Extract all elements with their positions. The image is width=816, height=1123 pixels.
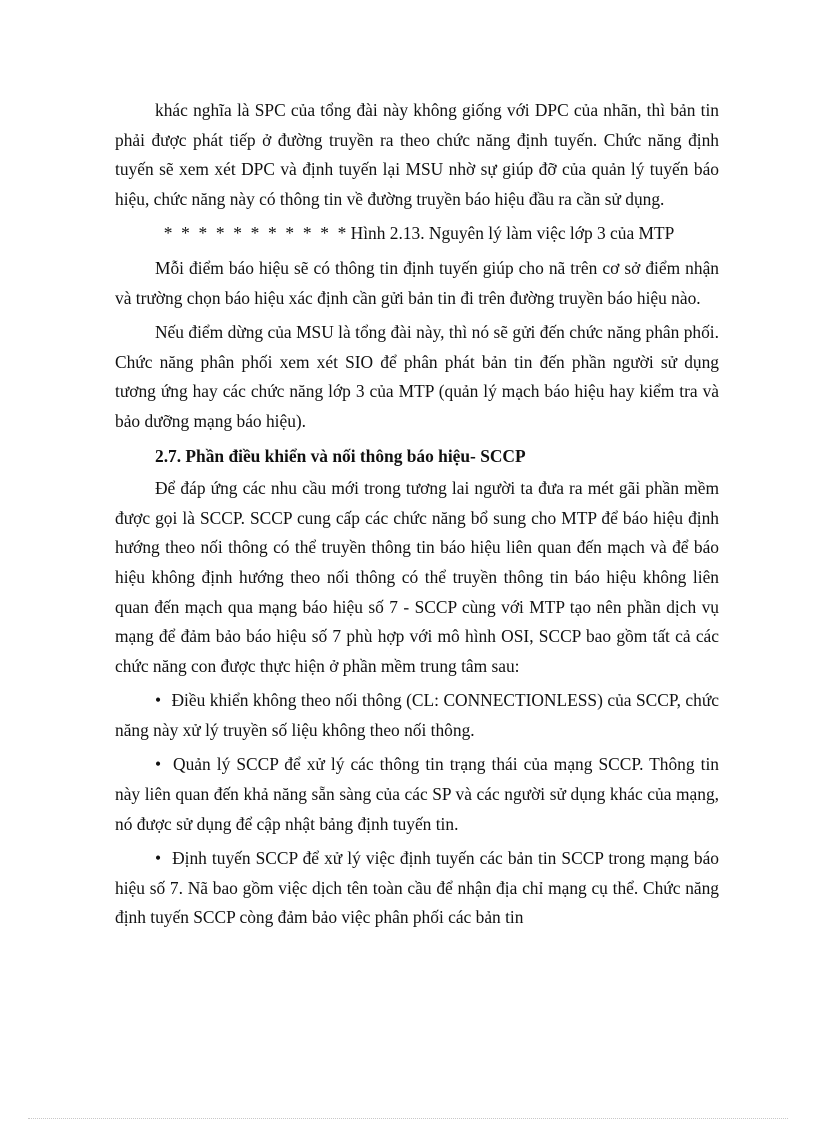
bullet-item	[115, 750, 719, 839]
bullet-icon: •	[155, 690, 162, 711]
figure-placeholder-stars: * * * * * * * * * * *	[155, 223, 347, 244]
bullet-item	[115, 686, 719, 745]
paragraph-routing: khác nghĩa là SPC của tổng đài này không giống với DPC của nhãn, thì bản tin phải được phát tiếp ở đường truyền ra theo chức năng định tuyến. Chức năng định tuyến sẽ xem xét DPC và định tuyến lại MSU nhờ sự giúp đỡ của quản lý tuyến báo hiệu, chức năng này có thông tin về đường truyền báo hiệu đầu ra cần sử dụng.	[115, 100, 719, 209]
bullet-text: Định tuyến SCCP để xử lý việc định tuyến các bản tin SCCP trong mạng báo hiệu số 7. Nã bao gồm việc dịch tên toàn cầu để nhận địa chỉ mạng cụ thể. Chức năng định tuyến SCCP còng đảm bảo việc phân phối các bản tin	[115, 848, 719, 928]
bullet-icon: •	[155, 848, 162, 869]
figure-caption-line	[115, 219, 719, 249]
bullet-icon: •	[155, 754, 162, 775]
bullet-text: Quản lý SCCP để xử lý các thông tin trạng thái của mạng SCCP. Thông tin này liên quan đến khả năng sẵn sàng của các SP và các người sử dụng khác của mạng, nó được sử dụng để cập nhật bảng định tuyến tin.	[115, 754, 719, 834]
paragraph-routing-info: Mỗi điểm báo hiệu sẽ có thông tin định tuyến giúp cho nã trên cơ sở điểm nhận và trường chọn báo hiệu xác định cần gửi bản tin đi trên đường truyền báo hiệu nào.	[115, 257, 719, 308]
page-bottom-divider	[28, 1118, 788, 1119]
paragraph-sccp-intro: Để đáp ứng các nhu cầu mới trong tương lai người ta đưa ra mét gãi phần mềm được gọi là SCCP. SCCP cung cấp các chức năng bổ sung cho MTP để báo hiệu định hướng theo nối thông có thể truyền thông tin báo hiệu liên quan đến mạch và để báo hiệu không định hướng theo nối thông có thể truyền thông tin báo hiệu không liên quan đến mạch qua mạng báo hiệu số 7 - SCCP cùng với MTP tạo nên phần dịch vụ mạng để đảm bảo báo hiệu số 7 phù hợp với mô hình OSI, SCCP bao gồm tất cả các chức năng con được thực hiện ở phần mềm trung tâm sau:	[115, 478, 719, 676]
document-page	[115, 96, 719, 938]
figure-caption: Hình 2.13. Nguyên lý làm việc lớp 3 của MTP	[346, 223, 675, 244]
bullet-text: Điều khiển không theo nối thông (CL: CONNECTIONLESS) của SCCP, chức năng này xử lý truyền số liệu không theo nối thông.	[115, 690, 719, 740]
bullet-item	[115, 844, 719, 933]
section-heading: 2.7. Phần điều khiển và nối thông báo hiệu- SCCP	[155, 445, 526, 466]
paragraph-distribution: Nếu điểm dừng của MSU là tổng đài này, thì nó sẽ gửi đến chức năng phân phối. Chức năng phân phối xem xét SIO để phân phát bản tin đến phần người sử dụng tương ứng hay các chức năng lớp 3 của MTP (quản lý mạch báo hiệu hay kiểm tra và bảo dưỡng mạng báo hiệu).	[115, 322, 719, 431]
